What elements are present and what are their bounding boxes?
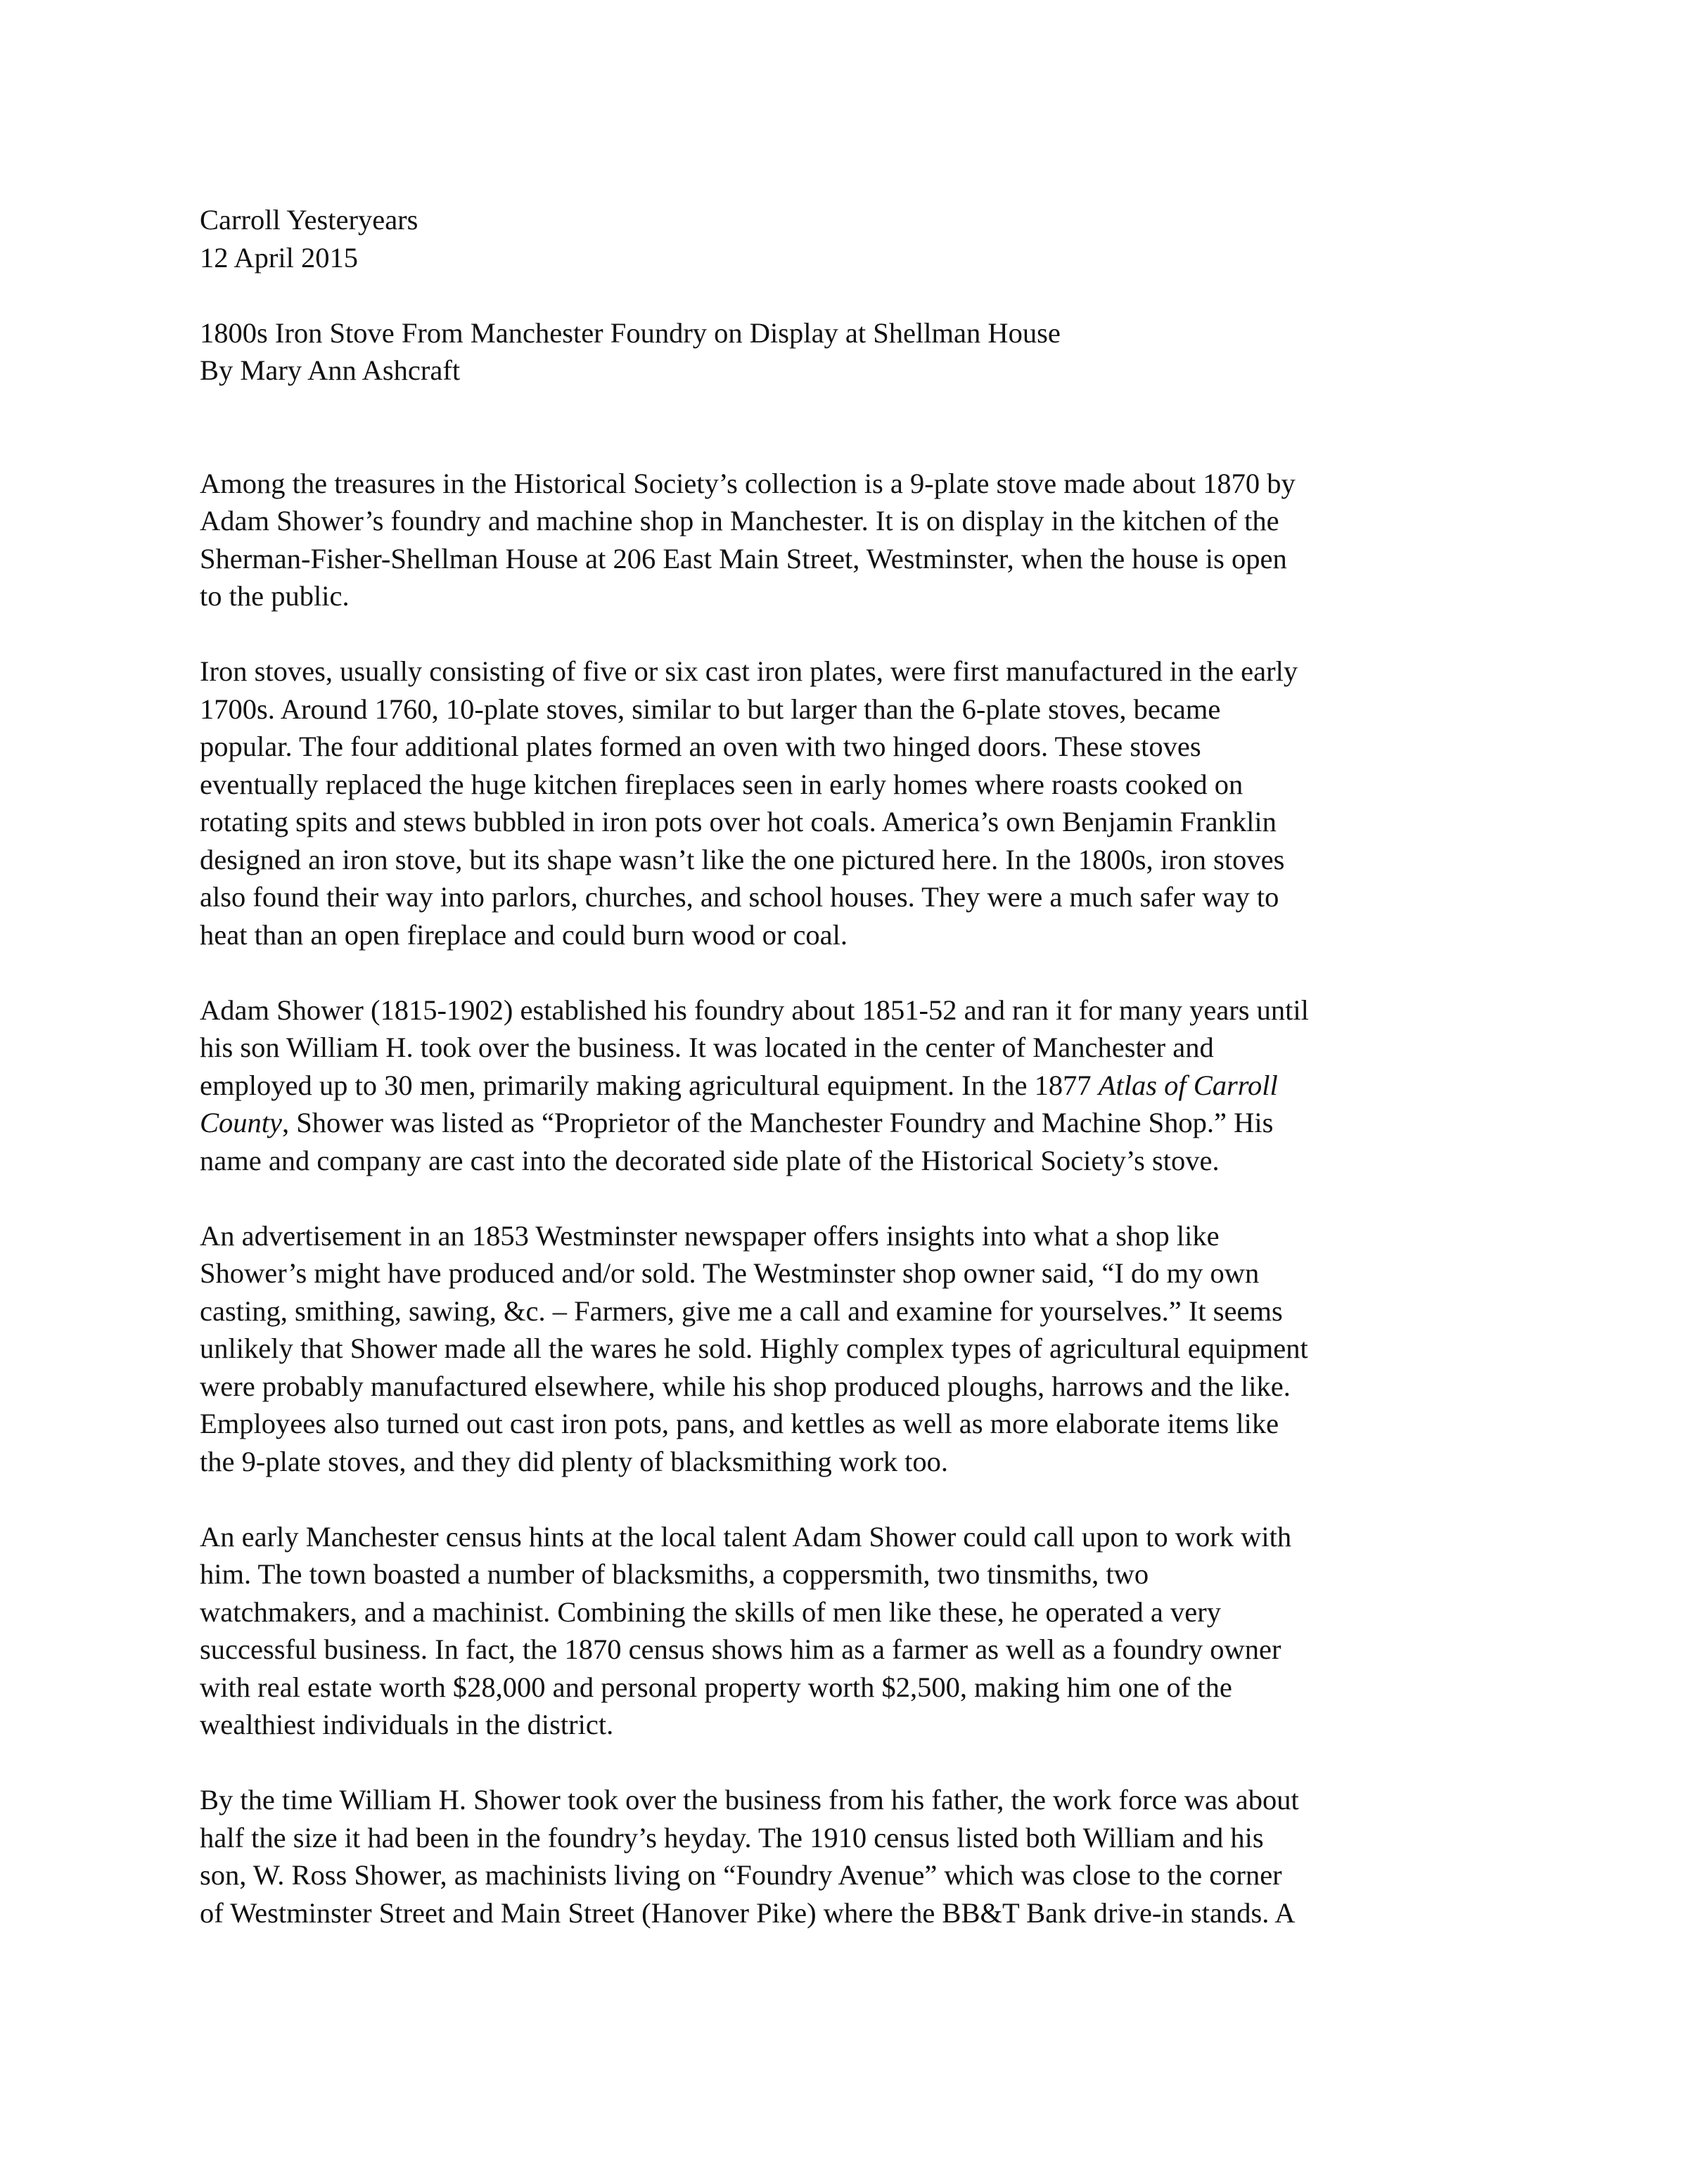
paragraph-line: 1700s. Around 1760, 10-plate stoves, similar to but larger than the 6-plate stoves, became bbox=[200, 693, 1221, 725]
paragraph-line: Adam Shower’s foundry and machine shop in Manchester. It is on display in the kitchen of the bbox=[200, 505, 1279, 537]
paragraph-line: Sherman-Fisher-Shellman House at 206 East Main Street, Westminster, when the house is open bbox=[200, 542, 1287, 574]
article-title: 1800s Iron Stove From Manchester Foundry on Display at Shellman House bbox=[200, 316, 1061, 349]
paragraph-line: Among the treasures in the Historical Society’s collection is a 9-plate stove made about 1870 by bbox=[200, 467, 1296, 499]
paragraph-line: An advertisement in an 1853 Westminster newspaper offers insights into what a shop like bbox=[200, 1219, 1220, 1252]
paragraph-line: designed an iron stove, but its shape wasn’t like the one pictured here. In the 1800s, iron stoves bbox=[200, 843, 1285, 875]
paragraph-line: Adam Shower (1815-1902) established his foundry about 1851-52 and ran it for many years until bbox=[200, 994, 1309, 1026]
publication-header bbox=[200, 201, 1522, 276]
paragraph-line: his son William H. took over the business. It was located in the center of Manchester and bbox=[200, 1032, 1214, 1063]
article-heading bbox=[200, 314, 1522, 390]
paragraph-line: unlikely that Shower made all the wares he sold. Highly complex types of agricultural equipment bbox=[200, 1332, 1308, 1364]
article-byline: By Mary Ann Ashcraft bbox=[200, 354, 461, 386]
publication-name: Carroll Yesteryears bbox=[200, 204, 418, 236]
paragraph-line: with real estate worth $28,000 and personal property worth $2,500, making him one of the bbox=[200, 1671, 1232, 1703]
paragraph-line: the 9-plate stoves, and they did plenty of blacksmithing work too. bbox=[200, 1445, 949, 1477]
paragraph-1 bbox=[200, 465, 1522, 615]
paragraph-4 bbox=[200, 1217, 1522, 1481]
text-run: employed up to 30 men, primarily making agricultural equipment. In the 1877 bbox=[200, 1069, 1099, 1101]
paragraph-line: Shower’s might have produced and/or sold. The Westminster shop owner said, “I do my own bbox=[200, 1257, 1260, 1289]
paragraph-line: Iron stoves, usually consisting of five or six cast iron plates, were first manufactured in the early bbox=[200, 655, 1298, 687]
paragraph-line: him. The town boasted a number of blacksmiths, a coppersmith, two tinsmiths, two bbox=[200, 1558, 1149, 1590]
publication-date: 12 April 2015 bbox=[200, 241, 359, 274]
text-run: , Shower was listed as “Proprietor of the Manchester Foundry and Machine Shop.” His bbox=[282, 1107, 1274, 1138]
paragraph-line: wealthiest individuals in the district. bbox=[200, 1709, 614, 1740]
paragraph-2 bbox=[200, 653, 1522, 953]
paragraph-line: half the size it had been in the foundry’s heyday. The 1910 census listed both William and his bbox=[200, 1821, 1264, 1854]
paragraph-line: An early Manchester census hints at the local talent Adam Shower could call upon to work with bbox=[200, 1520, 1292, 1553]
paragraph-line: to the public. bbox=[200, 580, 350, 612]
paragraph-line: son, W. Ross Shower, as machinists living on “Foundry Avenue” which was close to the corner bbox=[200, 1859, 1282, 1891]
paragraph-line: watchmakers, and a machinist. Combining the skills of men like these, he operated a very bbox=[200, 1595, 1221, 1628]
paragraph-line: eventually replaced the huge kitchen fireplaces seen in early homes where roasts cooked on bbox=[200, 768, 1243, 800]
paragraph-line: also found their way into parlors, churches, and school houses. They were a much safer way to bbox=[200, 881, 1279, 913]
paragraph-6 bbox=[200, 1781, 1522, 1932]
paragraph-line: successful business. In fact, the 1870 census shows him as a farmer as well as a foundry owner bbox=[200, 1633, 1281, 1665]
paragraph-line: were probably manufactured elsewhere, while his shop produced ploughs, harrows and the like. bbox=[200, 1370, 1291, 1402]
paragraph-line: casting, smithing, sawing, &c. – Farmers, give me a call and examine for yourselves.” It seems bbox=[200, 1295, 1283, 1327]
paragraph-5 bbox=[200, 1518, 1522, 1744]
italic-book-title: Atlas of Carroll bbox=[1098, 1069, 1278, 1101]
paragraph-line: popular. The four additional plates formed an oven with two hinged doors. These stoves bbox=[200, 731, 1201, 762]
paragraph-line: Employees also turned out cast iron pots, pans, and kettles as well as more elaborate items like bbox=[200, 1408, 1279, 1439]
document-page bbox=[200, 201, 1522, 1970]
paragraph-line: rotating spits and stews bubbled in iron pots over hot coals. America’s own Benjamin Franklin bbox=[200, 806, 1277, 837]
italic-book-title: County bbox=[200, 1107, 282, 1138]
paragraph-line-with-italic bbox=[200, 1067, 1522, 1105]
paragraph-line: heat than an open fireplace and could burn wood or coal. bbox=[200, 918, 848, 951]
paragraph-3 bbox=[200, 991, 1522, 1180]
paragraph-line: name and company are cast into the decorated side plate of the Historical Society’s stove. bbox=[200, 1144, 1220, 1176]
paragraph-line-with-italic bbox=[200, 1104, 1522, 1142]
paragraph-line: By the time William H. Shower took over the business from his father, the work force was about bbox=[200, 1784, 1299, 1816]
paragraph-line: of Westminster Street and Main Street (Hanover Pike) where the BB&T Bank drive-in stands. A bbox=[200, 1896, 1296, 1929]
